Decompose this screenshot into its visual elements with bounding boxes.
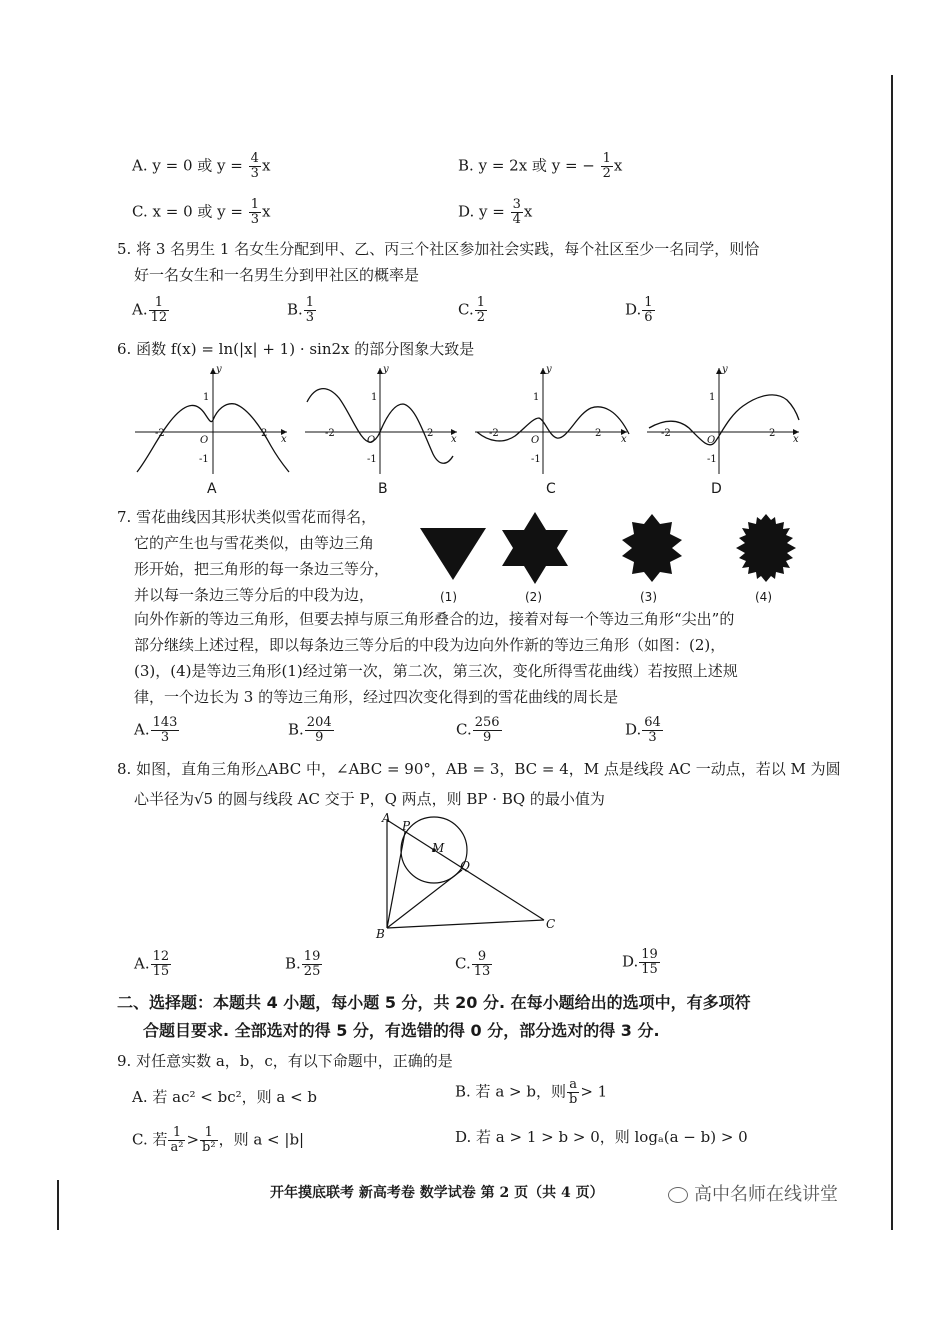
q6-label-a: A [207, 481, 217, 497]
q4-option-c: C. x = 0 或 y = $\frac{1}{3}$ x [132, 197, 271, 227]
svg-text:2: 2 [595, 428, 602, 439]
wechat-icon [668, 1187, 688, 1203]
q5-option-c: C. $\frac{1}{2}$ [458, 295, 485, 325]
q4-option-d: D. y = $\frac{3}{4}$ x [458, 197, 533, 227]
svg-text:1: 1 [371, 392, 378, 403]
q4-option-a: A. y = 0 或 y = $\frac{4}{3}$ x [132, 151, 271, 181]
svg-text:-1: -1 [707, 454, 717, 465]
section-2-line-2: 合题目要求. 全部选对的得 5 分，有选错的得 0 分，部分选对的得 3 分. [143, 1021, 660, 1040]
q6-graphs [125, 362, 805, 480]
q7-line-6: 部分继续上述过程，即以每条边三等分后的中段为边向外作新的等边三角形（如图：(2)， [134, 636, 726, 654]
q8-line-1: 8. 如图，直角三角形△ABC 中，∠ABC = 90°，AB = 3，BC = 4，M 点是线段 AC 一动点，若以 M 为圆 [117, 760, 841, 778]
q7-line-4: 并以每一条边三等分后的中段为边， [134, 586, 375, 604]
q9-option-d: D. 若 a > 1 > b > 0，则 logₐ(a − b) > 0 [455, 1128, 748, 1146]
svg-text:O: O [367, 435, 376, 446]
q5-option-b: B. $\frac{1}{3}$ [287, 295, 315, 325]
q8-option-d: D. $\frac{19}{15}$ [622, 947, 658, 977]
q9-option-b: B. 若 a > b，则 $\frac{a}{b}$ > 1 [455, 1077, 608, 1107]
watermark: 高中名师在线讲堂 [668, 1180, 838, 1206]
svg-text:-2: -2 [155, 428, 165, 439]
section-2-line-1: 二、选择题：本题共 4 小题，每小题 5 分，共 20 分. 在每小题给出的选项中，有多项符 [117, 993, 751, 1012]
q8-option-b: B. $\frac{19}{25}$ [285, 949, 321, 979]
svg-text:y: y [216, 364, 222, 375]
svg-text:x: x [793, 434, 799, 445]
svg-text:1: 1 [533, 392, 540, 403]
svg-text:Q: Q [460, 859, 470, 873]
svg-text:O: O [531, 435, 540, 446]
svg-text:-1: -1 [367, 454, 377, 465]
q5-line-2: 好一名女生和一名男生分到甲社区的概率是 [134, 266, 420, 284]
svg-text:x: x [621, 434, 627, 445]
q8-option-a: A. $\frac{12}{15}$ [134, 949, 170, 979]
q6-stem: 6. 函数 f(x) = ln(|x| + 1) · sin2x 的部分图象大致是 [117, 340, 475, 358]
q7-option-a: A. $\frac{143}{3}$ [134, 715, 178, 745]
q7-line-1: 7. 雪花曲线因其形状类似雪花而得名， [117, 508, 377, 526]
svg-text:2: 2 [427, 428, 434, 439]
q7-fig-label-2: (2) [525, 590, 542, 604]
svg-text:A: A [382, 812, 391, 825]
svg-text:P: P [402, 819, 411, 833]
q5-option-a: A. $\frac{1}{12}$ [132, 295, 168, 325]
q7-line-3: 形开始，把三角形的每一条边三等分， [134, 560, 390, 578]
snowflake-4 [736, 514, 796, 582]
page-footer: 开年摸底联考 新高考卷 数学试卷 第 2 页（共 4 页） [270, 1185, 604, 1201]
q9-option-a: A. 若 ac² < bc²，则 a < b [132, 1088, 318, 1106]
svg-text:O: O [200, 435, 209, 446]
q5-line-1: 5. 将 3 名男生 1 名女生分配到甲、乙、丙三个社区参加社会实践，每个社区至少一名同学，则恰 [117, 240, 760, 258]
q5-option-d: D. $\frac{1}{6}$ [625, 295, 653, 325]
q7-option-b: B. $\frac{204}{9}$ [288, 715, 332, 745]
svg-text:y: y [546, 364, 552, 375]
q7-fig-label-3: (3) [640, 590, 657, 604]
q7-option-d: D. $\frac{64}{3}$ [625, 715, 661, 745]
q8-line-2: 心半径为√5 的圆与线段 AC 交于 P，Q 两点，则 BP · BQ 的最小值为 [134, 790, 605, 808]
q6-label-d: D [711, 481, 722, 497]
scan-edge-right [891, 75, 893, 1230]
svg-text:B: B [376, 927, 385, 941]
svg-text:C: C [546, 917, 556, 931]
svg-text:x: x [281, 434, 287, 445]
svg-text:-1: -1 [531, 454, 541, 465]
q6-graph-c [475, 364, 629, 474]
snowflake-3 [622, 514, 682, 582]
svg-text:M: M [432, 841, 445, 855]
q6-label-b: B [378, 481, 388, 497]
q7-line-7: (3)，(4)是等边三角形(1)经过第一次，第二次，第三次，变化所得雪花曲线）若按照上述规 [134, 662, 738, 680]
q4-option-b: B. y = 2x 或 y = − $\frac{1}{2}$ x [458, 151, 623, 181]
snowflake-1 [420, 528, 486, 580]
q7-line-2: 它的产生也与雪花类似，由等边三角 [134, 534, 375, 552]
q7-line-5: 向外作新的等边三角形，但要去掉与原三角形叠合的边，接着对每一个等边三角形“尖出”的 [134, 610, 735, 628]
q6-graph-d [647, 364, 799, 474]
svg-text:x: x [451, 434, 457, 445]
svg-text:-1: -1 [199, 454, 209, 465]
svg-text:-2: -2 [661, 428, 671, 439]
q7-line-8: 律，一个边长为 3 的等边三角形，经过四次变化得到的雪花曲线的周长是 [134, 688, 619, 706]
svg-text:-2: -2 [325, 428, 335, 439]
svg-text:2: 2 [769, 428, 776, 439]
snowflake-2 [502, 512, 568, 584]
svg-text:y: y [722, 364, 728, 375]
q7-fig-label-1: (1) [440, 590, 457, 604]
scan-edge-left [57, 1180, 59, 1230]
svg-text:y: y [383, 364, 389, 375]
q7-figures [412, 510, 802, 586]
svg-text:2: 2 [261, 428, 268, 439]
q7-fig-label-4: (4) [755, 590, 772, 604]
q6-label-c: C [546, 481, 556, 497]
q8-figure [372, 812, 562, 942]
svg-text:-2: -2 [489, 428, 499, 439]
svg-text:O: O [707, 435, 716, 446]
q6-graph-b [305, 364, 457, 474]
q7-option-c: C. $\frac{256}{9}$ [456, 715, 500, 745]
svg-text:1: 1 [709, 392, 716, 403]
q9-option-c: C. 若 $\frac{1}{\text{a²}}$ > $\frac{1}{\text{b²}}$ ，则 a < |b| [132, 1125, 305, 1155]
q6-graph-a [135, 364, 289, 474]
q9-stem: 9. 对任意实数 a，b，c，有以下命题中，正确的是 [117, 1052, 453, 1070]
svg-text:1: 1 [203, 392, 210, 403]
q8-option-c: C. $\frac{9}{13}$ [455, 949, 491, 979]
